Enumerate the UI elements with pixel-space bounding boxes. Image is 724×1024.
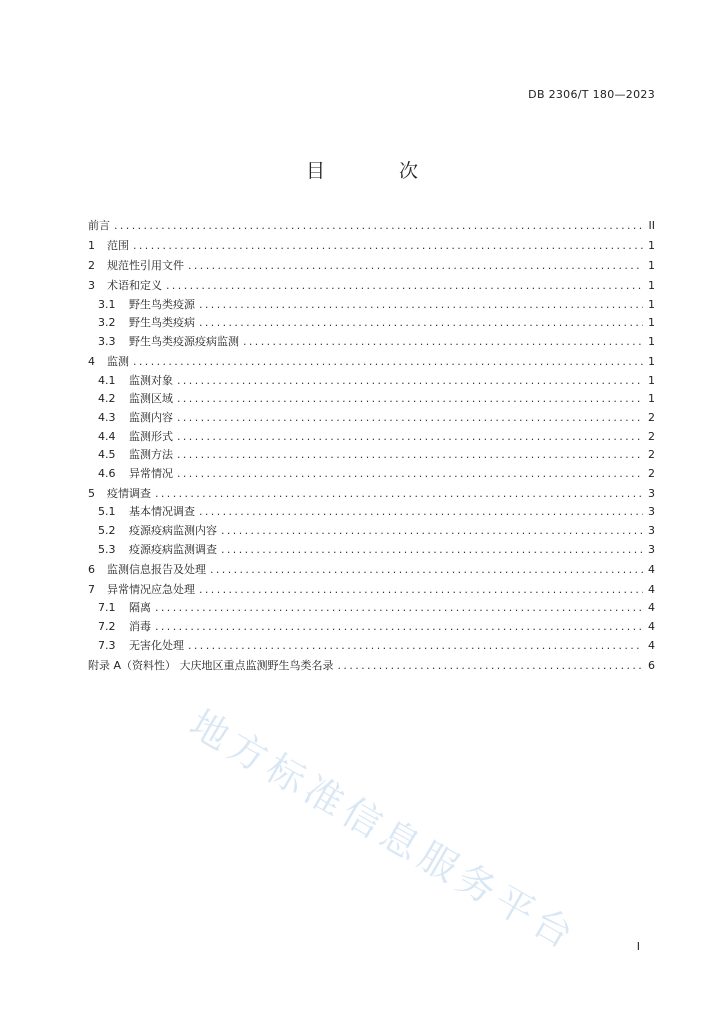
- toc-entry[interactable]: [88, 353, 655, 372]
- toc-entry-page: 4: [648, 638, 655, 652]
- toc-entry[interactable]: [88, 390, 655, 409]
- toc-entry[interactable]: [88, 428, 655, 447]
- toc-leader-dots: [338, 659, 643, 672]
- toc-leader-dots: [199, 316, 643, 329]
- toc-entry[interactable]: [88, 333, 655, 352]
- toc-entry-label: 野生鸟类疫病: [129, 316, 195, 330]
- toc-entry-page: 1: [648, 297, 655, 311]
- toc-entry-label: 疫情调查: [107, 486, 151, 500]
- toc-entry[interactable]: [88, 522, 655, 541]
- toc-leader-dots: [177, 448, 643, 461]
- toc-entry-number: 7: [88, 582, 95, 596]
- toc-leader-dots: [133, 239, 643, 252]
- toc-entry-page: 1: [648, 392, 655, 406]
- toc-entry-number: 6: [88, 562, 95, 576]
- toc-entry-page: 2: [648, 429, 655, 443]
- page-number: I: [636, 940, 640, 953]
- toc-entry-number: 1: [88, 239, 95, 253]
- toc-entry[interactable]: [88, 581, 655, 600]
- toc-leader-dots: [155, 487, 643, 500]
- toc-leader-dots: [199, 298, 643, 311]
- toc-leader-dots: [221, 524, 643, 537]
- toc-entry[interactable]: [88, 314, 655, 333]
- watermark: 地方标准信息服务平台: [182, 701, 586, 960]
- toc-entry-label: 隔离: [129, 601, 151, 615]
- toc-entry-label: 野生鸟类疫源: [129, 297, 195, 311]
- toc-entry-number: 3.2: [98, 316, 116, 330]
- toc-entry[interactable]: [88, 446, 655, 465]
- toc-entry-number: 5.3: [98, 542, 116, 556]
- toc-entry-page: II: [648, 219, 655, 232]
- toc-entry-page: 4: [648, 582, 655, 596]
- toc-entry-number: 7.1: [98, 601, 116, 615]
- toc-leader-dots: [221, 543, 643, 556]
- toc-entry[interactable]: [88, 257, 655, 276]
- toc-entry-page: 1: [648, 373, 655, 387]
- toc-entry-number: 2: [88, 259, 95, 273]
- toc-entry-page: 1: [648, 259, 655, 273]
- toc-entry[interactable]: [88, 599, 655, 618]
- toc-entry-label: 疫源疫病监测调查: [129, 542, 217, 556]
- toc-entry-number: 3.1: [98, 297, 116, 311]
- toc-entry[interactable]: [88, 277, 655, 296]
- toc-entry-number: 4.3: [98, 410, 116, 424]
- toc-entry-number: 3: [88, 279, 95, 293]
- toc-entry[interactable]: [88, 217, 655, 236]
- toc-entry-number: 3.3: [98, 335, 116, 349]
- toc-entry-label: 监测信息报告及处理: [107, 562, 206, 576]
- toc-entry-label: 疫源疫病监测内容: [129, 524, 217, 537]
- toc-entry-label: 基本情况调查: [129, 505, 195, 519]
- toc-leader-dots: [177, 467, 643, 480]
- toc-entry-label: 异常情况应急处理: [107, 582, 195, 596]
- toc-entry-page: 2: [648, 466, 655, 480]
- toc-entry-label: 监测形式: [129, 429, 173, 443]
- toc-entry[interactable]: [88, 561, 655, 580]
- toc-entry-label: 野生鸟类疫源疫病监测: [129, 335, 239, 349]
- toc-title: 目 次: [305, 160, 453, 182]
- toc-entry-label: 无害化处理: [129, 638, 184, 652]
- toc-leader-dots: [155, 620, 643, 633]
- toc-leader-dots: [166, 279, 643, 292]
- toc-entry-number: 4.5: [98, 448, 116, 462]
- toc-entry-label: 监测内容: [129, 410, 173, 424]
- toc-leader-dots: [199, 583, 643, 596]
- toc-leader-dots: [210, 563, 643, 576]
- toc-entry-number: 5.2: [98, 524, 116, 537]
- toc-entry-number: 5.1: [98, 505, 116, 519]
- toc-entry-number: 4.4: [98, 429, 116, 443]
- toc-leader-dots: [155, 601, 643, 614]
- toc-entry-page: 1: [648, 335, 655, 349]
- toc-entry-page: 1: [648, 239, 655, 253]
- toc-entry-page: 3: [648, 524, 655, 537]
- toc-entry-page: 6: [648, 658, 655, 672]
- toc-entry-page: 3: [648, 505, 655, 519]
- toc-leader-dots: [114, 219, 643, 232]
- toc-entry[interactable]: [88, 465, 655, 484]
- toc-entry-page: 4: [648, 562, 655, 576]
- toc-entry-number: 5: [88, 486, 95, 500]
- toc-entry[interactable]: [88, 637, 655, 656]
- toc-entry[interactable]: [88, 237, 655, 256]
- toc-entry-page: 4: [648, 619, 655, 633]
- toc-entry-label: 监测区域: [129, 392, 173, 406]
- toc-entry-label: 监测: [107, 355, 129, 369]
- toc-entry-page: 3: [648, 542, 655, 556]
- toc-entry-label: 异常情况: [129, 466, 173, 480]
- toc-leader-dots: [188, 259, 643, 272]
- toc-entry-page: 1: [648, 316, 655, 330]
- toc-entry[interactable]: [88, 541, 655, 560]
- toc-leader-dots: [177, 374, 643, 387]
- toc-entry-page: 1: [648, 355, 655, 369]
- toc-entry-number: 4.6: [98, 466, 116, 480]
- toc-entry-label: 范围: [107, 239, 129, 253]
- toc-entry[interactable]: [88, 372, 655, 391]
- toc-entry[interactable]: [88, 618, 655, 637]
- toc-leader-dots: [177, 392, 643, 405]
- toc-entry-label: 附录 A（资料性） 大庆地区重点监测野生鸟类名录: [88, 658, 334, 672]
- toc-entry-label: 监测对象: [129, 373, 173, 387]
- toc-leader-dots: [199, 505, 643, 518]
- toc-entry-label: 前言: [88, 219, 110, 232]
- table-of-contents: [88, 217, 655, 675]
- toc-entry-page: 2: [648, 410, 655, 424]
- toc-entry-number: 4: [88, 355, 95, 369]
- toc-entry[interactable]: [88, 657, 655, 676]
- toc-entry-number: 4.2: [98, 392, 116, 406]
- toc-entry[interactable]: [88, 409, 655, 428]
- toc-entry-number: 7.3: [98, 638, 116, 652]
- toc-leader-dots: [243, 335, 643, 348]
- toc-leader-dots: [133, 355, 643, 368]
- document-code: DB 2306/T 180—2023: [528, 88, 655, 101]
- toc-entry-number: 7.2: [98, 619, 116, 633]
- toc-leader-dots: [177, 430, 643, 443]
- toc-entry-label: 规范性引用文件: [107, 259, 184, 273]
- toc-entry-page: 4: [648, 601, 655, 615]
- toc-leader-dots: [188, 639, 643, 652]
- toc-entry[interactable]: [88, 296, 655, 315]
- toc-entry[interactable]: [88, 503, 655, 522]
- toc-entry-label: 监测方法: [129, 448, 173, 462]
- toc-leader-dots: [177, 411, 643, 424]
- toc-entry-number: 4.1: [98, 373, 116, 387]
- toc-entry-label: 消毒: [129, 619, 151, 633]
- toc-entry-page: 1: [648, 279, 655, 293]
- toc-entry-page: 2: [648, 448, 655, 462]
- toc-entry[interactable]: [88, 485, 655, 504]
- toc-entry-page: 3: [648, 486, 655, 500]
- toc-entry-label: 术语和定义: [107, 279, 162, 293]
